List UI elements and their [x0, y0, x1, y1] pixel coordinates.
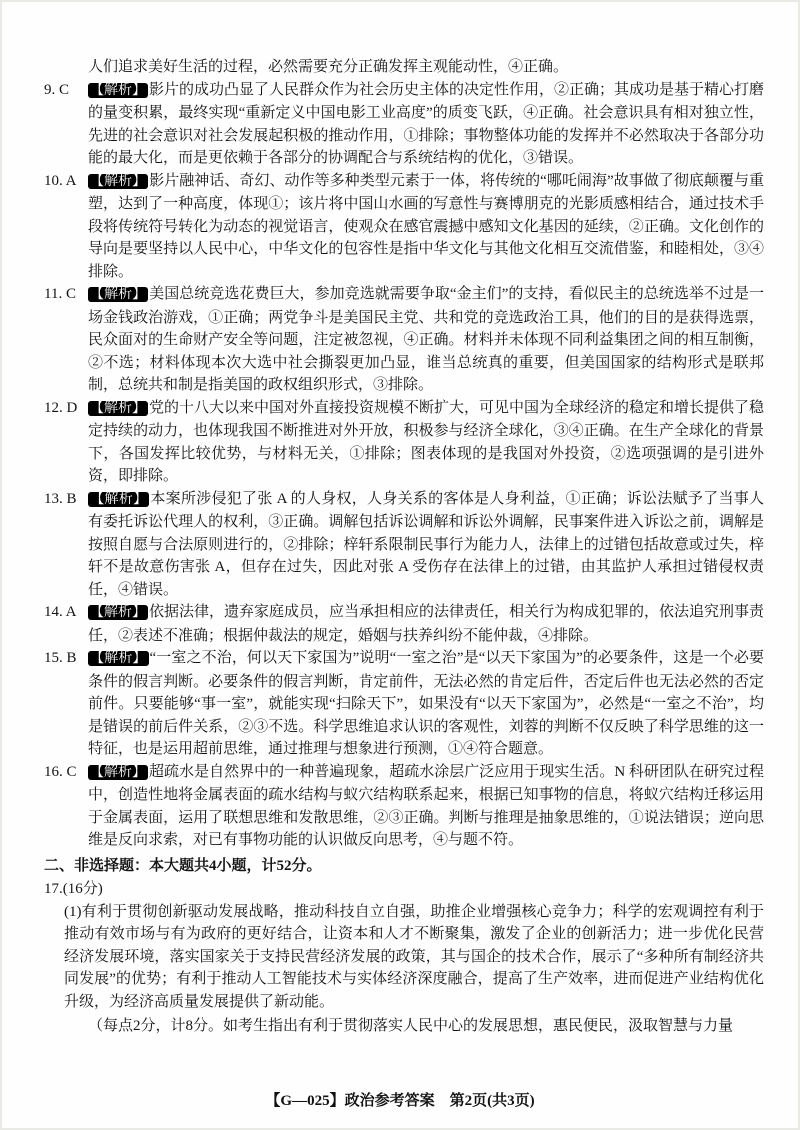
answer-item: [44, 761, 764, 852]
answer-text: 影片的成功凸显了人民群众作为社会历史主体的决定性作用，②正确；其成功是基于精心打磨的量变积累，最终实现“重新定义中国电影工业高度”的质变飞跃，④正确。社会意识具有相对独立性，先进的社会意识对社会发展起积极的推动作用，①排除；事物整体功能的发挥并不必然取决于各部分功能的最大化，而是更依赖于各部分的协调配合与系统结构的优化，③错误。: [88, 81, 765, 166]
answer-item: [44, 601, 764, 647]
answer-text: “一室之不治，何以天下家国为”说明“一室之治”是“以天下家国为”的必要条件，这是一个必要条件的假言判断。必要条件的假言判断，肯定前件，无法必然的肯定后件，否定后件也无法必然的否定前件。只要能够“事一室”，就能实现“扫除天下”，如果没有“以天下家国为”，必然是“一室之不治”，均是错误的前后件关系，②③不选。科学思维追求认识的客观性，刘蓉的判断不仅反映了科学思维的这一特征，也是运用超前思维，通过推理与想象进行预测，①④符合题意。: [88, 650, 765, 757]
analysis-badge: 【解析】: [90, 764, 147, 780]
question-17-heading: 17.(16分): [44, 881, 103, 897]
answer-number: 11. C: [44, 286, 76, 302]
continuation-paragraph: 人们追求美好生活的过程，必然需要充分正确发挥主观能动性，④正确。: [88, 59, 569, 75]
answer-number: 13. B: [44, 490, 77, 507]
section-2-heading: 二、非选择题：本大题共4小题，计52分。: [44, 857, 322, 874]
question-17-answer-part1: (1)有利于贯彻创新驱动发展战略，推动科技自立自强，助推企业增强核心竞争力；科学的宏观调控有利于推动有效市场与有为政府的更好结合，让资本和人才不断聚集，激发了企业的创新活力；进一步优化民营经济发展环境，落实国家关于支持民营经济发展的政策，其与国企的技术合作，展示了“多种所有制经济共同发展”的优势；有利于推动人工智能技术与实体经济深度融合，提高了生产效率，进而促进产业结构优化升级，为经济高质量发展提供了新动能。: [64, 903, 764, 1010]
analysis-badge: 【解析】: [90, 651, 147, 666]
answer-item: [44, 79, 764, 170]
answer-text: 本案所涉侵犯了张 A 的人身权，人身关系的客体是人身利益，①正确；诉讼法赋予了当事人有委托诉讼代理人的权利，③正确。调解包括诉讼调解和诉讼外调解，民事案件进入诉讼之前，调解是按照自愿与合法原则进行的，②排除；梓轩系限制民事行为能力人，法律上的过错包括故意或过失，梓轩不是故意伤害张 A，但存在过失，因此对张 A 受伤存在法律上的过错，由其监护人承担过错侵权责任，④错误。: [88, 490, 764, 598]
answer-item: [44, 397, 764, 488]
answer-text: 美国总统竞选花费巨大，参加竞选就需要争取“金主们”的支持，看似民主的总统选举不过是一场金钱政治游戏，①正确；两党争斗是美国民主党、共和党的竞选政治工具，他们的目的是获得选票，民众面对的生命财产安全等问题，注定被忽视，④正确。材料并未体现不同利益集团之间的相互制衡，②不选；材料体现本次大选中社会撕裂更加凸显，谁当总统真的重要，但美国国家的结构形式是联邦制，总统共和制是指美国的政权组织形式，③排除。: [88, 286, 764, 393]
answer-number: 14. A: [44, 604, 77, 620]
question-17-scoring-note: （每点2分，计8分。如考生指出有利于贯彻落实人民中心的发展思想，惠民便民，汲取智慧与力量: [88, 1018, 734, 1034]
answer-number: 16. C: [44, 763, 77, 780]
answer-text: 党的十八大以来中国对外直接投资规模不断扩大，可见中国为全球经济的稳定和增长提供了稳定持续的动力，也体现我国不断推进对外开放，积极参与经济全球化，③④正确。在生产全球化的背景下，各国发挥比较优势，与材料无关，①排除；图表体现的是我国对外投资，②选项强调的是引进外资，即排除。: [88, 399, 765, 484]
analysis-badge: 【解析】: [90, 287, 147, 302]
answer-item: [44, 647, 764, 761]
answer-text: 依据法律，遗弃家庭成员，应当承担相应的法律责任，相关行为构成犯罪的，依法追究刑事责任，②表述不准确；根据仲裁法的规定，婚姻与扶养纠纷不能仲裁，④排除。: [88, 604, 765, 644]
analysis-badge: 【解析】: [90, 400, 146, 416]
answer-number: 15. B: [44, 650, 77, 666]
answer-number: 12. D: [44, 399, 78, 416]
answer-item: [44, 283, 764, 397]
page-footer: 【G—025】政治参考答案 第2页(共3页): [265, 1093, 535, 1109]
answer-text: 影片融神话、奇幻、动作等多种类型元素于一体，将传统的“哪吒闹海”故事做了彻底颠覆与重塑，达到了一种高度，体现①；该片将中国山水画的写意性与赛博朋克的光影质感相结合，通过技术手段将传统符号转化为动态的视觉语言，使观众在感官震撼中感知文化基因的延续，②正确。文化创作的导向是要坚持以人民中心，中华文化的包容性是指中华文化与其他文化相互交流借鉴，和睦相处，③④排除。: [88, 172, 764, 280]
analysis-badge: 【解析】: [90, 491, 148, 507]
answer-text: 超疏水是自然界中的一种普遍现象，超疏水涂层广泛应用于现实生活。N 科研团队在研究过程中，创造性地将金属表面的疏水结构与蚁穴结构联系起来，根据已知事物的信息，将蚁穴结构迁移运用于金属表面，运用了联想思维和发散思维，②③正确。判断与推理是抽象思维的，①说法错误；逆向思维是反向求索，对已有事物功能的认识做反向思考，④与题不符。: [88, 763, 764, 848]
analysis-badge: 【解析】: [90, 605, 146, 620]
analysis-badge: 【解析】: [90, 82, 146, 98]
analysis-badge: 【解析】: [90, 173, 147, 189]
answer-number: 9. C: [44, 81, 70, 98]
answer-number: 10. A: [44, 172, 77, 189]
answer-item: [44, 488, 764, 602]
answer-item: [44, 170, 764, 284]
